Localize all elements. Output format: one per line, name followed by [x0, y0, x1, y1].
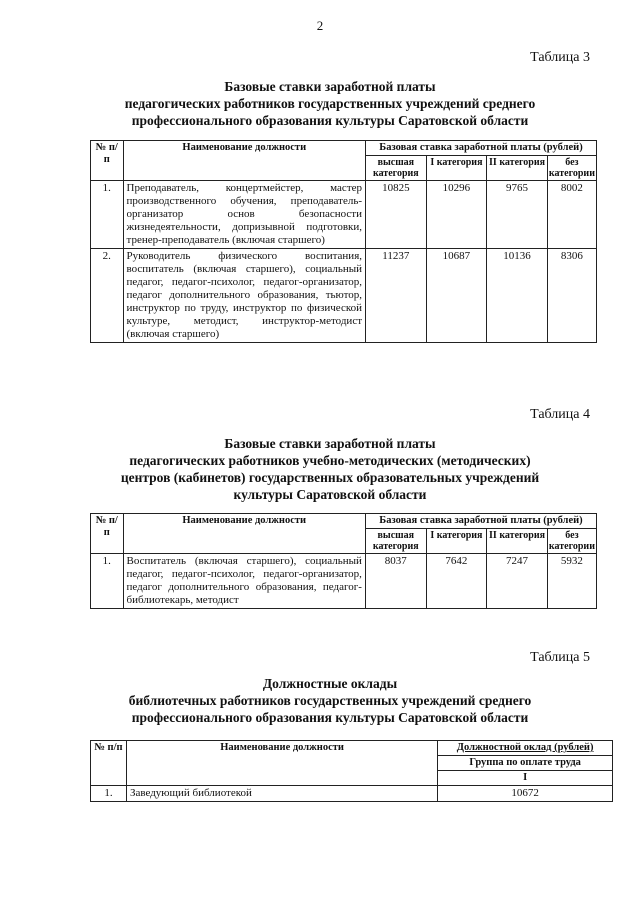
- header-position: Наименование должности: [123, 141, 366, 181]
- table-4: [90, 513, 597, 609]
- page-number: 2: [316, 18, 324, 33]
- header-category: I категория: [426, 156, 487, 181]
- table-5-title: [60, 675, 600, 726]
- table-4-label: Таблица 4: [530, 407, 590, 422]
- row-number: 1.: [91, 554, 124, 609]
- rate-value: 10825: [366, 181, 427, 249]
- position-name: Воспитатель (включая старшего), социальный педагог, педагог-психолог, педагог-организатор, педагог дополнительного образования, педагог-библиотекарь, методист: [123, 554, 365, 609]
- rate-value: 10136: [487, 249, 548, 343]
- table-3: [90, 140, 597, 343]
- rate-value: 8037: [365, 554, 426, 609]
- header-category: II категория: [487, 156, 548, 181]
- header-salary: Должностной оклад (рублей): [438, 741, 613, 756]
- position-name: Преподаватель, концертмейстер, мастер производственного обучения, преподаватель-организатор основ безопасности жизнедеятельности, допризывной подготовки, тренер-преподаватель (включая старшего): [123, 181, 366, 249]
- header-number: № п/п: [91, 741, 127, 786]
- title-line: Базовые ставки заработной платы: [224, 79, 436, 94]
- header-group-number: I: [438, 771, 613, 786]
- header-number: № п/п: [91, 514, 124, 554]
- position-name: Заведующий библиотекой: [126, 786, 437, 802]
- rate-value: 7642: [426, 554, 487, 609]
- position-name: Руководитель физического воспитания, воспитатель (включая старшего), социальный педагог, педагог-психолог, педагог-организатор, педагог дополнительного образования, тьютор, инструктор по труду, инструктор по физической культуре, методист, инструктор-методист (включая старшего): [123, 249, 366, 343]
- header-category: без категории: [548, 157, 595, 179]
- table-3-label: Таблица 3: [530, 50, 590, 65]
- header-category: высшая категория: [365, 529, 426, 554]
- table-3-title: [60, 78, 600, 129]
- header-pay-group: Группа по оплате труда: [438, 756, 613, 771]
- table-row: [91, 554, 597, 609]
- header-category: I категория: [426, 529, 487, 554]
- header-position: Наименование должности: [126, 741, 437, 786]
- title-line: профессионального образования культуры Саратовской области: [131, 113, 529, 128]
- rate-value: 5932: [547, 554, 596, 609]
- salary-value: 10672: [438, 786, 613, 802]
- title-line: профессионального образования культуры Саратовской области: [131, 710, 529, 725]
- header-number: № п/п: [91, 141, 124, 181]
- title-line: Должностные оклады: [262, 676, 398, 691]
- rate-value: 8002: [547, 181, 596, 249]
- header-base-rate: Базовая ставка заработной платы (рублей): [366, 141, 597, 156]
- header-position: Наименование должности: [123, 514, 365, 554]
- title-line: библиотечных работников государственных учреждений среднего: [128, 693, 532, 708]
- title-line: Базовые ставки заработной платы: [224, 436, 436, 451]
- table-row: [91, 786, 613, 802]
- table-row: [91, 181, 597, 249]
- rate-value: 8306: [547, 249, 596, 343]
- rate-value: 10296: [426, 181, 487, 249]
- table-row: [91, 249, 597, 343]
- title-line: культуры Саратовской области: [233, 487, 427, 502]
- row-number: 2.: [91, 249, 124, 343]
- table-4-title: [60, 435, 600, 503]
- title-line: педагогических работников государственных учреждений среднего: [124, 96, 536, 111]
- rate-value: 11237: [366, 249, 427, 343]
- header-base-rate: Базовая ставка заработной платы (рублей): [365, 514, 596, 529]
- header-category: II категория: [487, 529, 548, 554]
- rate-value: 7247: [487, 554, 548, 609]
- header-category: высшая категория: [366, 156, 427, 181]
- title-line: педагогических работников учебно-методических (методических): [129, 453, 531, 468]
- row-number: 1.: [91, 181, 124, 249]
- rate-value: 10687: [426, 249, 487, 343]
- table-5: [90, 740, 613, 802]
- header-category: без категории: [548, 530, 595, 552]
- rate-value: 9765: [487, 181, 548, 249]
- title-line: центров (кабинетов) государственных образовательных учреждений: [120, 470, 540, 485]
- row-number: 1.: [91, 786, 127, 802]
- table-5-label: Таблица 5: [530, 650, 590, 665]
